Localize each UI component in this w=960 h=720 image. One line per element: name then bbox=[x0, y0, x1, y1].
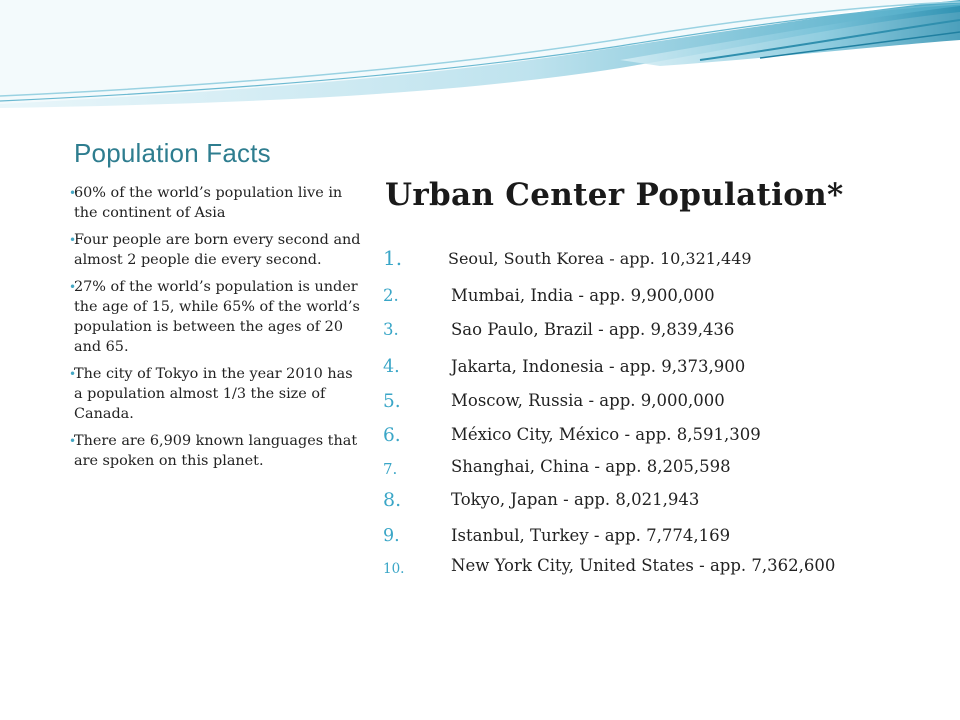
city-number: 6. bbox=[383, 425, 401, 446]
city-number: 2. bbox=[383, 286, 399, 305]
city-item bbox=[383, 489, 700, 511]
city-number: 1. bbox=[383, 246, 403, 270]
city-item bbox=[383, 457, 731, 478]
population-facts-title: Population Facts bbox=[74, 138, 271, 168]
fact-text: Four people are born every second and almost 2 people die every second. bbox=[74, 232, 361, 268]
city-number: 10. bbox=[383, 561, 405, 577]
bullet-icon: • bbox=[69, 367, 77, 381]
population-facts-list bbox=[69, 183, 364, 478]
fact-text: 27% of the world’s population is under the age of 15, while 65% of the world’s population is between the ages of 20 and 65. bbox=[74, 279, 360, 355]
city-text: Shanghai, China - app. 8,205,598 bbox=[451, 457, 731, 476]
city-item bbox=[383, 320, 735, 339]
city-number: 7. bbox=[383, 460, 398, 478]
bullet-icon: • bbox=[69, 233, 77, 247]
city-item bbox=[383, 391, 725, 412]
city-item bbox=[383, 246, 752, 270]
fact-text: The city of Tokyo in the year 2010 has a population almost 1/3 the size of Canada. bbox=[74, 366, 353, 422]
bullet-icon: • bbox=[69, 434, 77, 448]
city-text: México City, México - app. 8,591,309 bbox=[451, 425, 761, 444]
fact-item bbox=[69, 277, 364, 357]
city-text: Moscow, Russia - app. 9,000,000 bbox=[451, 391, 725, 410]
city-text: Istanbul, Turkey - app. 7,774,169 bbox=[451, 526, 731, 545]
city-text: Mumbai, India - app. 9,900,000 bbox=[451, 286, 715, 305]
city-text: New York City, United States - app. 7,362,600 bbox=[451, 556, 836, 575]
fact-item bbox=[69, 431, 364, 471]
city-item bbox=[383, 526, 731, 546]
city-number: 8. bbox=[383, 489, 402, 511]
fact-item bbox=[69, 183, 364, 223]
city-text: Jakarta, Indonesia - app. 9,373,900 bbox=[451, 357, 746, 376]
header-wave-decoration bbox=[0, 0, 960, 120]
bullet-icon: • bbox=[69, 186, 77, 200]
fact-item bbox=[69, 364, 364, 424]
fact-item bbox=[69, 230, 364, 270]
city-number: 9. bbox=[383, 526, 400, 546]
city-text: Seoul, South Korea - app. 10,321,449 bbox=[448, 249, 752, 268]
city-item bbox=[383, 425, 761, 446]
city-text: Tokyo, Japan - app. 8,021,943 bbox=[451, 490, 700, 509]
fact-text: There are 6,909 known languages that are spoken on this planet. bbox=[74, 433, 358, 469]
city-item bbox=[383, 556, 836, 577]
city-item bbox=[383, 357, 746, 377]
city-number: 4. bbox=[383, 357, 400, 377]
urban-center-title: Urban Center Population* bbox=[385, 177, 844, 213]
city-item bbox=[383, 286, 715, 305]
bullet-icon: • bbox=[69, 280, 77, 294]
city-number: 3. bbox=[383, 320, 399, 339]
city-number: 5. bbox=[383, 391, 401, 412]
fact-text: 60% of the world’s population live in the continent of Asia bbox=[74, 185, 343, 221]
city-text: Sao Paulo, Brazil - app. 9,839,436 bbox=[451, 320, 735, 339]
